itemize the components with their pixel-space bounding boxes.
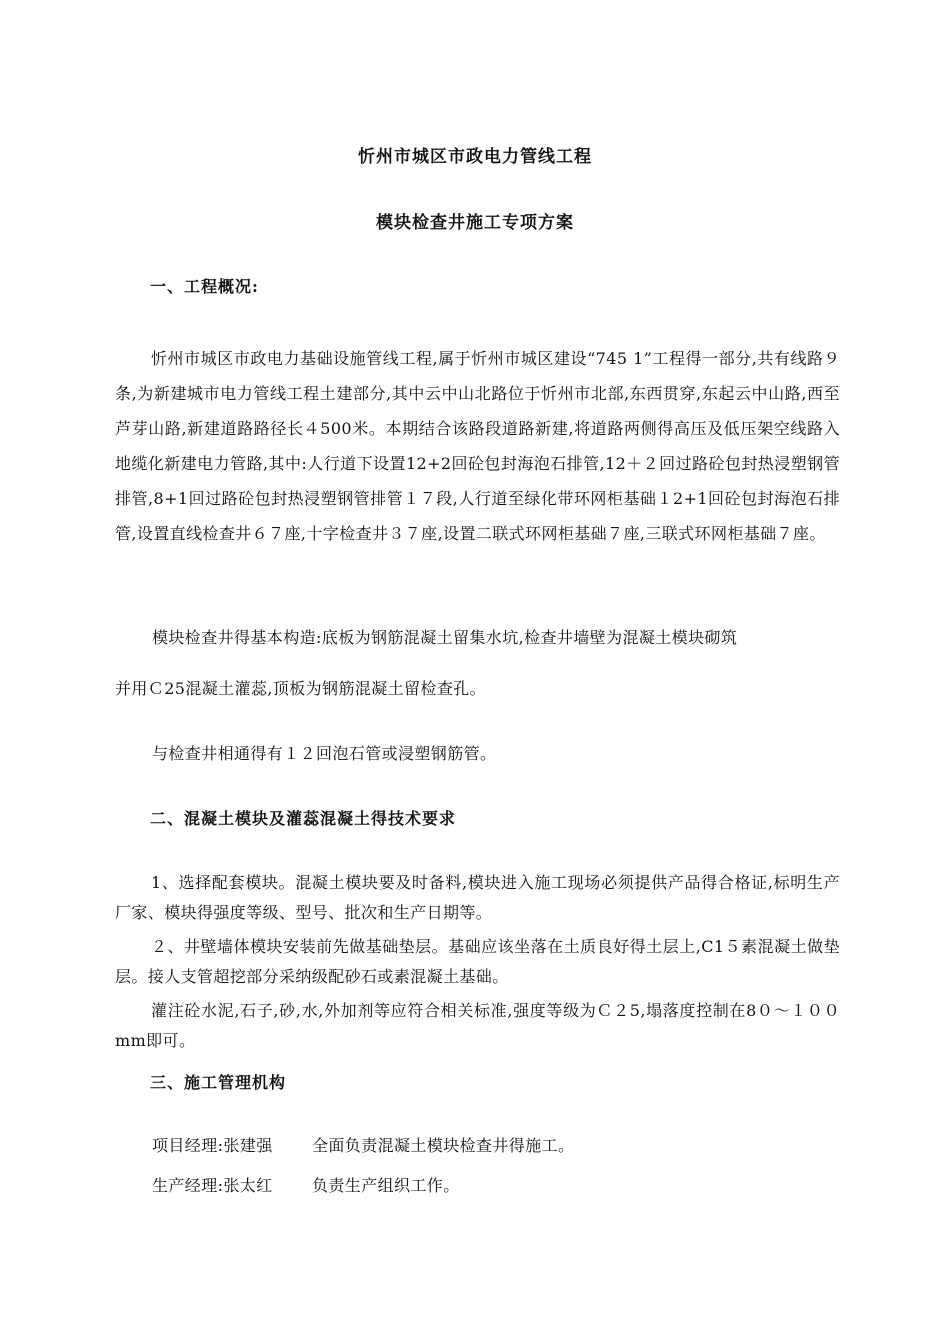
staff-row-project-manager — [152, 1133, 574, 1156]
section-1-paragraph-pipes: 与检查井相通得有１２回泡石管或浸塑钢筋管。 — [152, 744, 497, 763]
section-3-heading: 三、施工管理机构 — [150, 1073, 287, 1092]
staff-row-production-manager — [152, 1173, 460, 1196]
staff-role: 生产经理:张太红 — [152, 1176, 273, 1195]
staff-role: 项目经理:张建强 — [152, 1136, 273, 1155]
section-1-heading: 一、工程概况: — [150, 277, 259, 296]
section-1-paragraph-structure-line-2: 并用Ｃ25混凝土灌蕊,顶板为钢筋混凝土留检查孔。 — [115, 679, 487, 698]
document-subtitle: 模块检查井施工专项方案 — [376, 213, 574, 233]
document-title: 忻州市城区市政电力管线工程 — [358, 147, 592, 167]
section-2-heading: 二、混凝土模块及灌蕊混凝土得技术要求 — [150, 809, 457, 828]
section-1-paragraph-overview: 忻州市城区市政电力基础设施管线工程,属于忻州市城区建设“745 1”工程得一部分,共有线路９条,为新建城市电力管线工程土建部分,其中云中山北路位于忻州市北部,东西贯穿,东起云中山路,西至芦芽山路,新建道路路径长４500米。本期结合该路段道路新建,将道路两侧得高压及低压架空线路入地缆化新建电力管路,其中:人行道下设置12+2回砼包封海泡石排管,12＋２回过路砼包封热浸塑钢管排管,8+1回过路砼包封热浸塑钢管排管１７段,人行道至绿化带环网柜基础１2+1回砼包封海泡石排管,设置直线检查井６７座,十字检查井３７座,设置二联式环网柜基础７座,三联式环网柜基础７座。 — [115, 349, 840, 543]
staff-duty: 负责生产组织工作。 — [312, 1176, 460, 1195]
section-2-item-1: 1、选择配套模块。混凝土模块要及时备料,模块进入施工现场必须提供产品得合格证,标明生产厂家、模块得强度等级、型号、批次和生产日期等。 — [115, 873, 840, 922]
section-1-paragraph-structure-line-1: 模块检查井得基本构造:底板为钢筋混凝土留集水坑,检查井墙壁为混凝土模块砌筑 — [152, 628, 738, 647]
section-2-item-3: 灌注砼水泥,石子,砂,水,外加剂等应符合相关标准,强度等级为Ｃ２5,塌落度控制在8０～１００mm即可。 — [115, 1001, 840, 1050]
staff-duty: 全面负责混凝土模块检查井得施工。 — [312, 1136, 575, 1155]
section-2-item-2: ２、井壁墙体模块安装前先做基础垫层。基础应该坐落在土质良好得土层上,C1５素混凝土做垫层。接人支管超挖部分采纳级配砂石或素混凝土基础。 — [115, 937, 840, 986]
